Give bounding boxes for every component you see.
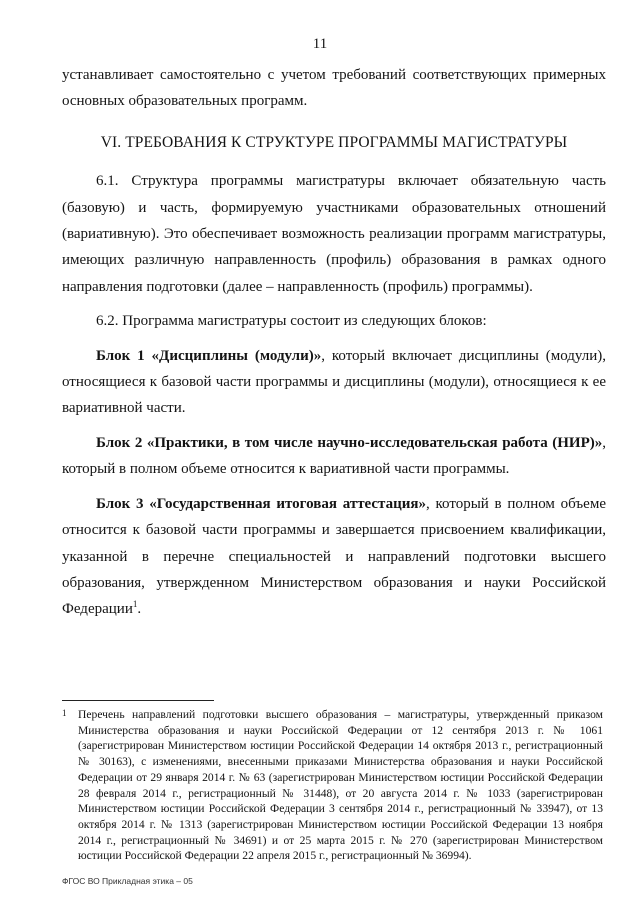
footnote-marker: 1	[62, 708, 67, 718]
block-3-text: , который в полном объеме относится к базовой части программы и завершается присвоением квалификации, указанной в перечне специальностей и направлений подготовки высшего образования, утвержденном Министерством образования и науки Российской Федерации	[62, 495, 606, 618]
footnote-text: Перечень направлений подготовки высшего образования – магистратуры, утвержденный приказом Министерства образования и науки Российской Федерации от 12 сентября 2013 г. № 1061 (зарегистрирован Министерством юстиции Российской Федерации 14 октября 2013 г., регистрационный № 30163), с изменениями, внесенными приказами Министерства образования и науки Российской Федерации от 29 января 2014 г. № 63 (зарегистрирован Министерством юстиции Российской Федерации 28 февраля 2014 г., регистрационный № 31448), от 20 августа 2014 г. № 1033 (зарегистрирован Министерством юстиции Российской Федерации 3 сентября 2014 г., регистрационный № 33947), от 13 октября 2014 г. № 1313 (зарегистрирован Министерством юстиции Российской Федерации 13 ноября 2014 г., регистрационный № 34691) и от 25 марта 2015 г. № 270 (зарегистрирован Министерством юстиции Российской Федерации 22 апреля 2015 г., регистрационный № 36994).	[78, 708, 603, 863]
block-1-text: , который включает дисциплины (модули), относящиеся к базовой части программы и дисциплины (модули), относящиеся к ее вариативной части.	[62, 347, 607, 417]
footnote-reference: 1	[132, 599, 138, 610]
block-3-paragraph	[62, 491, 606, 623]
block-2-title: Блок 2 «Практики, в том числе научно-исследовательская работа (НИР)»	[96, 434, 603, 451]
section-heading: VI. ТРЕБОВАНИЯ К СТРУКТУРЕ ПРОГРАММЫ МАГИСТРАТУРЫ	[100, 133, 568, 151]
continuation-paragraph: устанавливает самостоятельно с учетом требований соответствующих примерных основных образовательных программ.	[62, 67, 606, 110]
block-3-tail: .	[137, 601, 142, 618]
block-2-paragraph	[62, 430, 606, 483]
footnote-separator	[62, 700, 214, 701]
block-2-text: , который в полном объеме относится к вариативной части программы.	[62, 434, 606, 478]
paragraph-6-2: 6.2. Программа магистратуры состоит из следующих блоков:	[96, 313, 487, 330]
block-1-paragraph	[62, 343, 606, 422]
document-body	[62, 62, 606, 623]
page-footer: ФГОС ВО Прикладная этика – 05	[62, 876, 193, 886]
footnote	[62, 707, 606, 864]
block-3-title: Блок 3 «Государственная итоговая аттестация»	[96, 495, 427, 512]
paragraph-6-1: 6.1. Структура программы магистратуры включает обязательную часть (базовую) и часть, формируемую участниками образовательных отношений (вариативную). Это обеспечивает возможность реализации программ магистратуры, имеющих различную направленность (профиль) образования в рамках одного направления подготовки (далее – направленность (профиль) программы).	[62, 173, 606, 295]
page-number: 11	[312, 36, 328, 52]
block-1-title: Блок 1 «Дисциплины (модули)»	[96, 347, 322, 364]
